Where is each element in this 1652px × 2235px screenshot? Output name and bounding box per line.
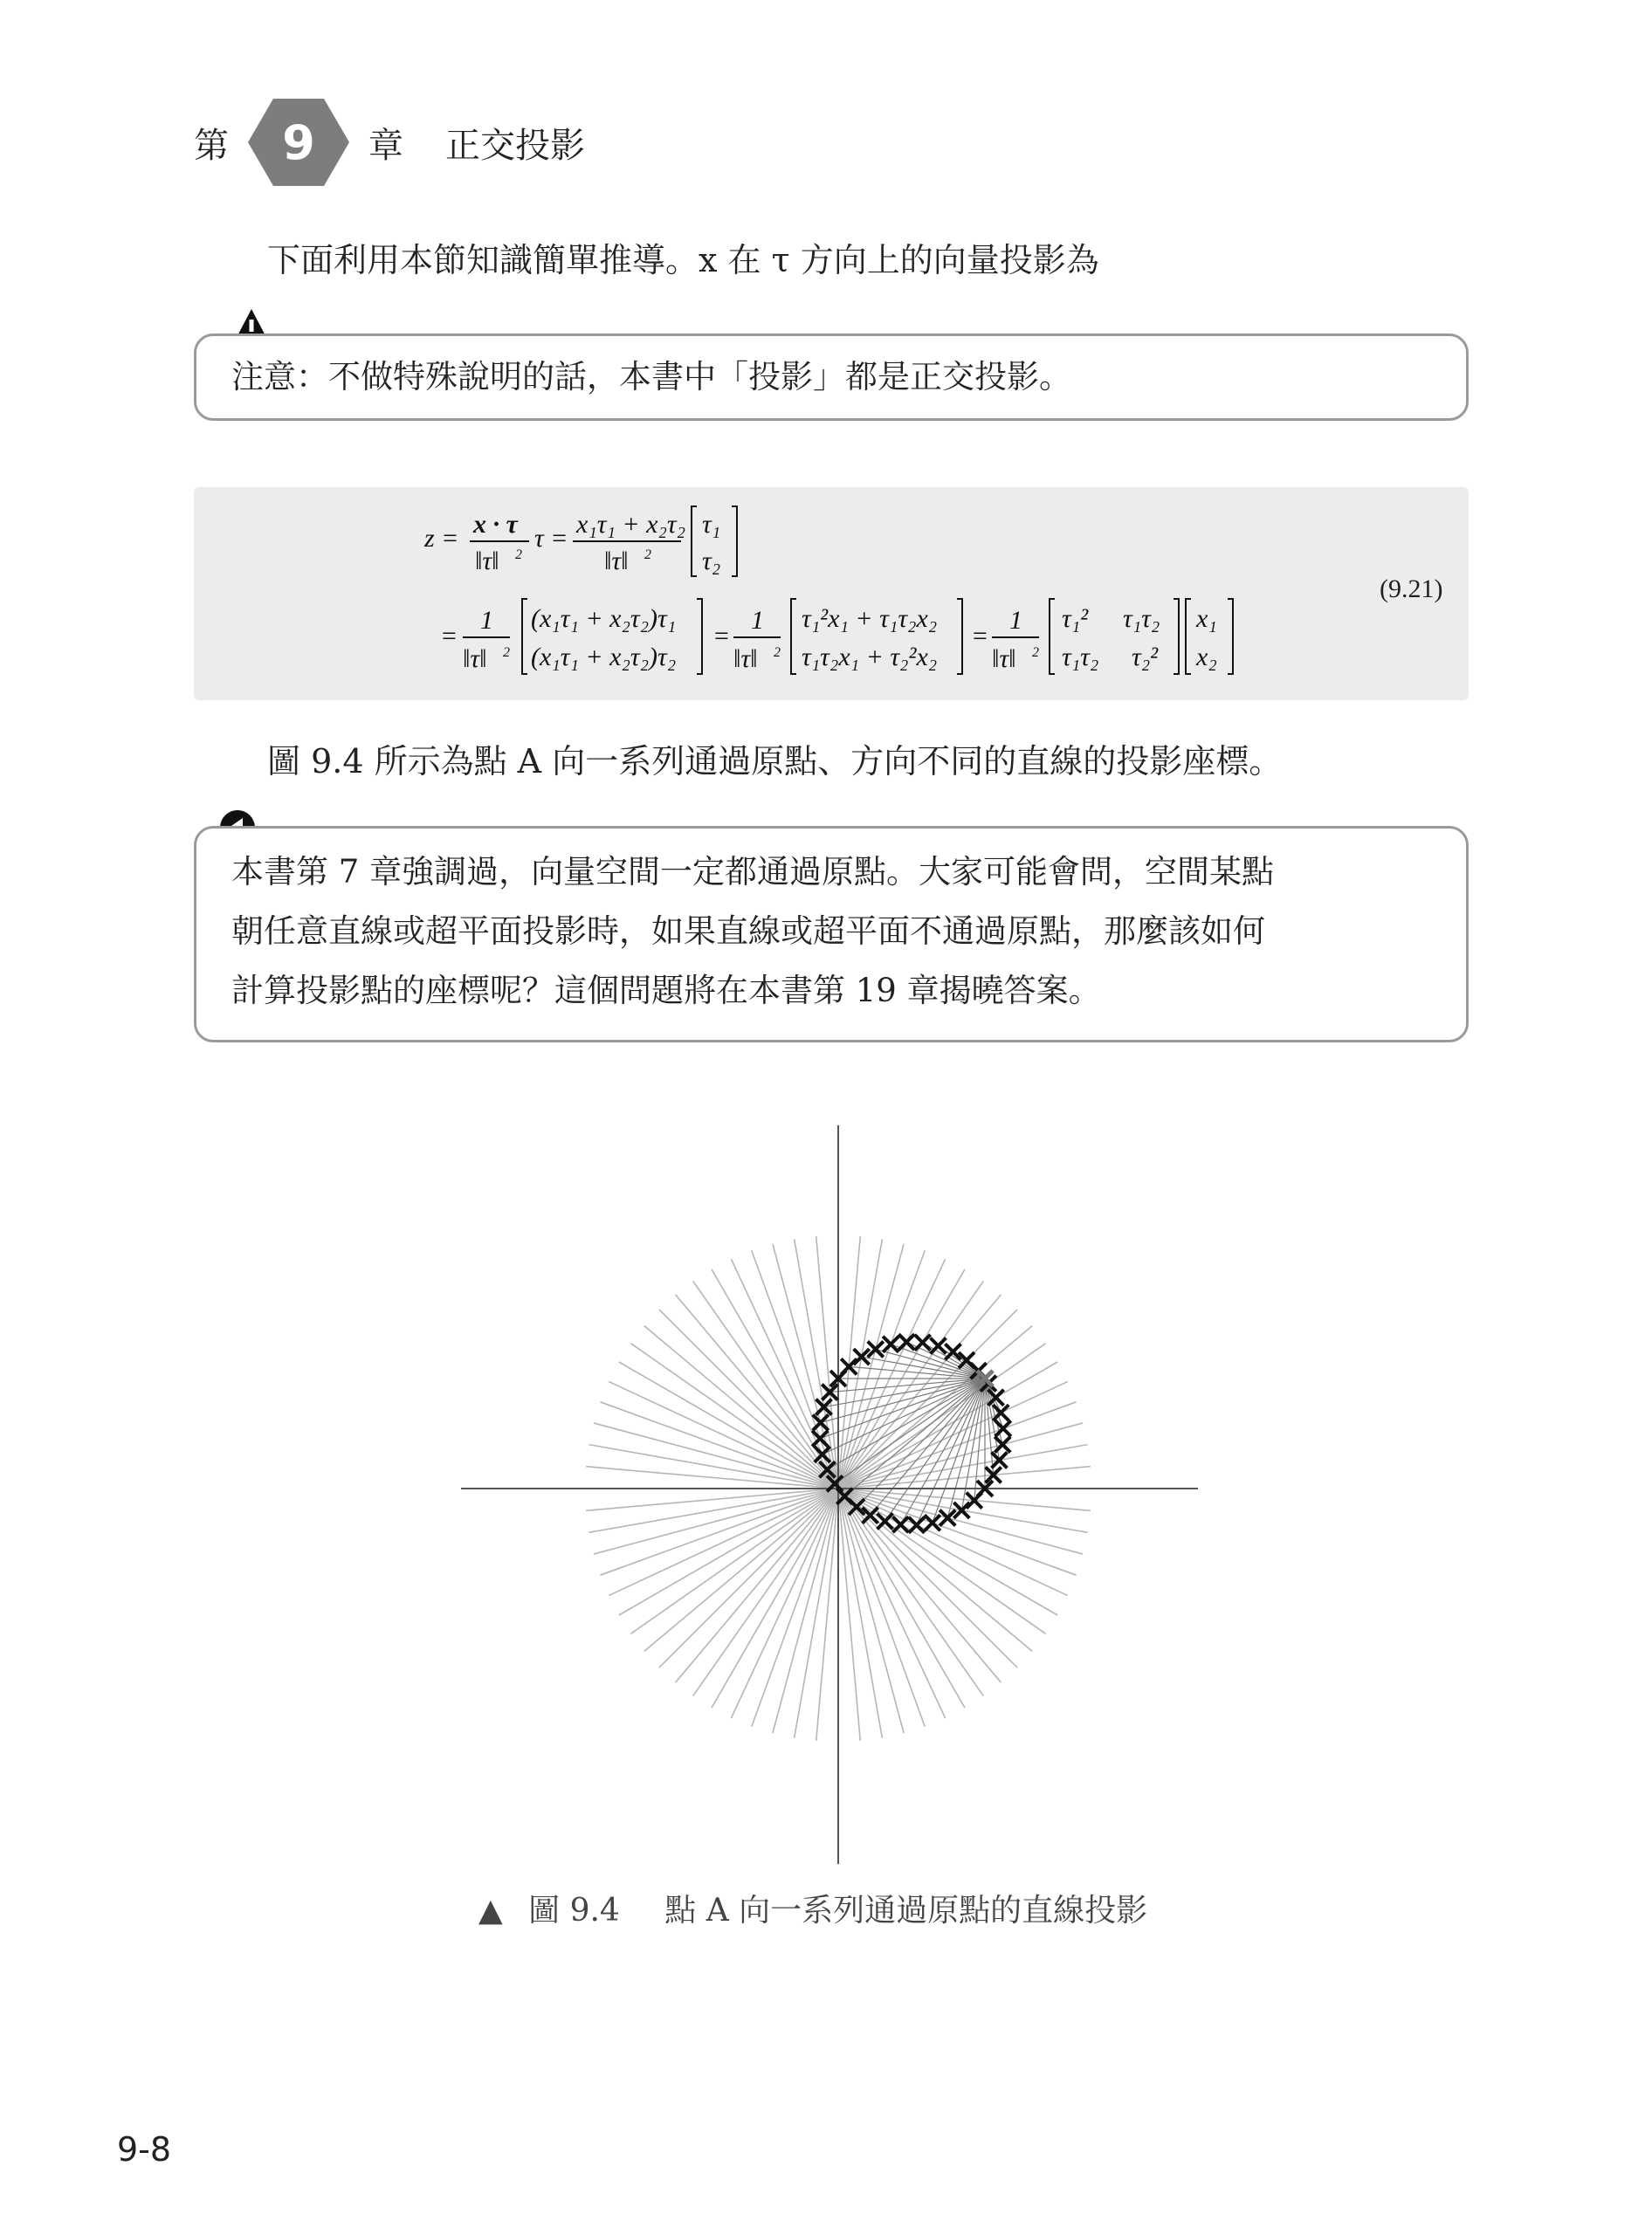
svg-text:z =: z =: [424, 524, 459, 553]
chapter-title: 正交投影: [445, 125, 585, 166]
svg-text:‖τ‖: ‖τ‖: [733, 644, 758, 673]
caption-marker-icon: ▲: [478, 1893, 503, 1929]
page-number: 9-8: [117, 2130, 172, 2169]
projection-point-marker: [909, 1517, 925, 1533]
svg-text:=: =: [712, 622, 731, 650]
figure-paragraph: 圖 9.4 所示為點 A 向一系列通過原點、方向不同的直線的投影座標。: [267, 742, 1283, 781]
svg-text:τ₂²: τ₂²: [1132, 643, 1159, 671]
svg-text:2: 2: [644, 547, 651, 562]
projection-point-marker: [892, 1516, 908, 1532]
figure-caption: [478, 1886, 1147, 1930]
svg-text:2: 2: [1032, 645, 1039, 660]
svg-text:1: 1: [1009, 606, 1022, 635]
svg-text:(x₁τ₁ + x₂τ₂)τ₂: (x₁τ₁ + x₂τ₂)τ₂: [531, 643, 677, 671]
svg-text:=: =: [971, 622, 989, 650]
warning-note-text: 注意：不做特殊說明的話，本書中「投影」都是正交投影。: [231, 358, 1071, 395]
info-note: [194, 826, 1469, 1042]
svg-text:2: 2: [503, 645, 510, 660]
projection-point-marker: [995, 1420, 1011, 1436]
svg-text:(x₁τ₁ + x₂τ₂)τ₁: (x₁τ₁ + x₂τ₂)τ₁: [531, 604, 677, 633]
svg-text:‖τ‖: ‖τ‖: [475, 547, 499, 575]
svg-text:x₁τ₁ + x₂τ₂: x₁τ₁ + x₂τ₂: [576, 510, 686, 539]
svg-text:τ₁τ₂: τ₁τ₂: [1062, 643, 1099, 671]
projection-point-marker: [953, 1503, 969, 1518]
svg-text:x₁: x₁: [1196, 604, 1217, 633]
intro-paragraph: 下面利用本節知識簡單推導。x 在 τ 方向上的向量投影為: [267, 241, 1099, 279]
caption-label: 圖 9.4: [528, 1893, 620, 1929]
svg-text:x₂: x₂: [1196, 643, 1217, 671]
chapter-number-badge: [248, 99, 349, 186]
equation-number: (9.21): [1380, 574, 1443, 603]
projection-point-marker: [854, 1349, 870, 1365]
info-note-line-1: 本書第 7 章強調過，向量空間一定都通過原點。大家可能會問，空間某點: [231, 853, 1275, 891]
svg-text:τ₁τ₂x₁ + τ₂²x₂: τ₁τ₂x₁ + τ₂²x₂: [802, 643, 938, 671]
svg-text:τ₁²: τ₁²: [1062, 604, 1089, 633]
chapter-header: [194, 103, 585, 182]
svg-text:1: 1: [480, 606, 493, 635]
equation-9-21: [402, 496, 1275, 695]
svg-text:τ =: τ =: [534, 524, 568, 553]
svg-text:τ₁²x₁ + τ₁τ₂x₂: τ₁²x₁ + τ₁τ₂x₂: [802, 604, 938, 633]
info-note-line-3: 計算投影點的座標呢？這個問題將在本書第 19 章揭曉答案。: [231, 972, 1101, 1009]
info-note-line-2: 朝任意直線或超平面投影時，如果直線或超平面不通過原點，那麼該如何: [231, 912, 1265, 950]
projection-point-marker: [915, 1335, 931, 1351]
projection-point-marker: [940, 1510, 955, 1526]
projection-point-marker: [991, 1452, 1007, 1468]
projection-point-marker: [995, 1437, 1010, 1453]
projection-figure: [454, 1122, 1205, 1873]
chapter-number: 9: [282, 114, 315, 170]
projection-point-marker: [883, 1337, 898, 1352]
chapter-suffix: 章: [368, 125, 403, 166]
svg-text:‖τ‖: ‖τ‖: [992, 644, 1016, 673]
projection-point-marker: [816, 1399, 832, 1415]
projection-point-marker: [898, 1334, 914, 1350]
svg-text:2: 2: [774, 645, 781, 660]
caption-text: 點 A 向一系列通過原點的直線投影: [664, 1893, 1148, 1929]
svg-text:=: =: [440, 622, 458, 650]
svg-text:1: 1: [751, 606, 764, 635]
projection-point-marker: [993, 1405, 1008, 1420]
svg-text:τ₁τ₂: τ₁τ₂: [1123, 604, 1160, 633]
svg-text:2: 2: [515, 547, 522, 562]
svg-text:‖τ‖: ‖τ‖: [604, 547, 629, 575]
chapter-prefix: 第: [194, 125, 229, 166]
projection-point-marker: [868, 1341, 884, 1357]
svg-text:‖τ‖: ‖τ‖: [463, 644, 487, 673]
svg-text:x · τ: x · τ: [473, 510, 518, 539]
svg-text:τ₂: τ₂: [702, 547, 721, 575]
svg-text:τ₁: τ₁: [702, 510, 721, 539]
warning-note: [194, 334, 1469, 421]
projection-point-marker: [925, 1515, 940, 1530]
